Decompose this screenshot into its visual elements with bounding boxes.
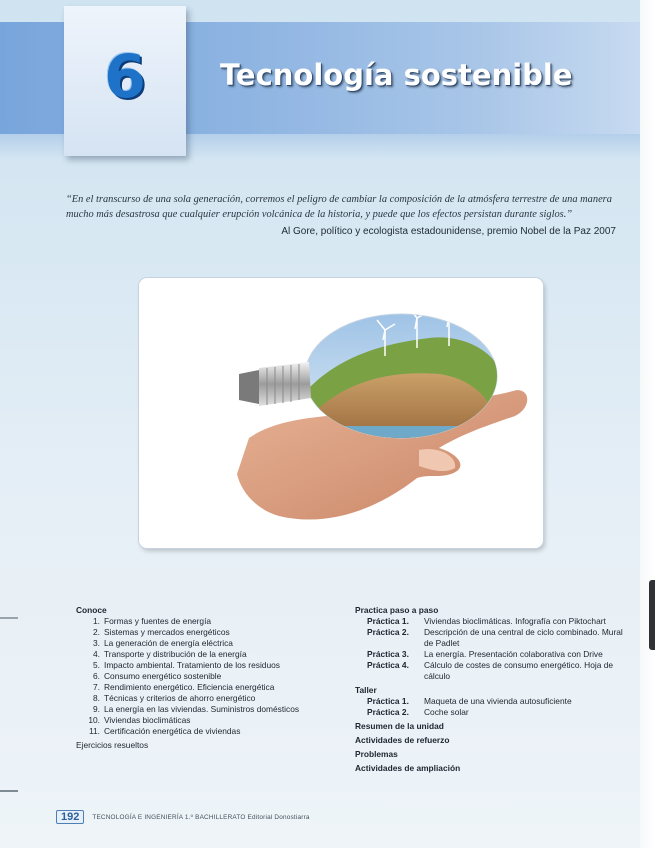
practica-item: Práctica 4. Cálculo de costes de consumo energético. Hoja de cálculo <box>367 660 614 681</box>
resumen-heading: Resumen de la unidad <box>355 721 444 731</box>
chapter-number: 6 <box>104 42 146 112</box>
conoce-heading: Conoce <box>76 605 107 615</box>
page-footer <box>56 810 310 824</box>
toc-item: 5. Impacto ambiental. Tratamiento de los residuos <box>93 660 280 670</box>
epigraph-author: Al Gore, político y ecologista estadounidense, premio Nobel de la Paz 2007 <box>281 226 616 237</box>
scanner-edge <box>649 580 655 650</box>
ejercicios-resueltos: Ejercicios resueltos <box>76 740 149 750</box>
taller-heading: Taller <box>355 685 377 695</box>
toc-item: 1. Formas y fuentes de energía <box>93 616 212 626</box>
toc-item: 8. Técnicas y criterios de ahorro energético <box>93 693 256 703</box>
toc-item: 4. Transporte y distribución de la energía <box>93 649 247 659</box>
toc-item: 11. Certificación energética de viviendas <box>88 726 241 736</box>
taller-item: Práctica 2. Coche solar <box>367 707 469 717</box>
toc-item: 7. Rendimiento energético. Eficiencia energética <box>93 682 275 692</box>
toc-item: 9. La energía en las viviendas. Suministros domésticos <box>93 704 300 714</box>
toc-item: 10. Viviendas bioclimáticas <box>88 715 191 725</box>
chapter-title: Tecnología sostenible <box>220 58 573 92</box>
practica-item: Práctica 1. Viviendas bioclimáticas. Infografía con Piktochart <box>367 616 606 626</box>
toc-item: 3. La generación de energía eléctrica <box>93 638 233 648</box>
page-number: 192 <box>56 810 84 824</box>
page-edge-mark <box>0 790 18 792</box>
practica-item: Práctica 3. La energía. Presentación colaborativa con Drive <box>367 649 603 659</box>
refuerzo-heading: Actividades de refuerzo <box>355 735 450 745</box>
practica-item: Práctica 2. Descripción de una central de ciclo combinado. Mural de Padlet <box>367 627 623 648</box>
problemas-heading: Problemas <box>355 749 398 759</box>
hand-holding-lightbulb-illustration <box>139 278 543 548</box>
ampliacion-heading: Actividades de ampliación <box>355 763 461 773</box>
page-edge-mark <box>0 617 18 619</box>
page-margin <box>640 0 655 848</box>
toc-item: 6. Consumo energético sostenible <box>93 671 222 681</box>
practica-heading: Practica paso a paso <box>355 605 439 615</box>
practica-section <box>355 605 637 774</box>
toc-item: 2. Sistemas y mercados energéticos <box>93 627 230 637</box>
footer-text: TECNOLOGÍA E INGENIERÍA 1.º BACHILLERATO Editorial Donostiarra <box>92 813 310 821</box>
conoce-section <box>76 605 338 751</box>
cover-photo <box>139 278 543 548</box>
taller-item: Práctica 1. Maqueta de una vivienda autosuficiente <box>367 696 572 706</box>
epigraph-quote: “En el transcurso de una sola generación, corremos el peligro de cambiar la composición de la atmósfera terrestre de una manera mucho más desastrosa que cualquier erupción volcánica de la historia, y puede que los efectos persistan durante siglos.” <box>66 194 612 220</box>
